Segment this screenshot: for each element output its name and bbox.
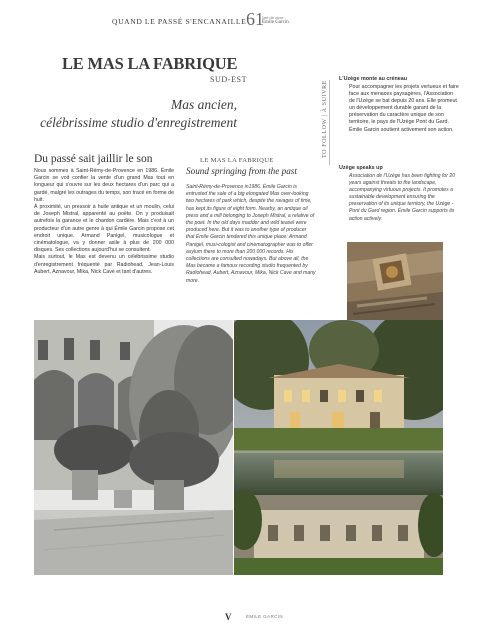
left-column-body: [34, 168, 174, 276]
logo-number: 61: [246, 9, 264, 29]
right-body-en: Association de l'Uzège has been fighting for 20 years against threats to the landscape, accompanying virtuous projects. It promotes a sustainable development ensuring the preservation of its unique territory, the Uzège -Pont du Gard region. Émile Garcin supports its action actively.: [349, 173, 456, 222]
magazine-logo: [246, 11, 306, 31]
running-head: QUAND LE PASSÉ S'ENCANAILLE: [112, 17, 247, 26]
left-paragraph: À proximité, un pressoir à huile antique et un moulin, celui de Joseph Mistral, apparenté au poète. On y produisait autrefois la garance et le chardon cardère. Mais c'est à un producteur d'un autre genre à qui Émile Garcin propose cet endroit unique. Armand Panigel, musicologue et cinématologue, va y donner asile à plus de 200 000 disques. Ses collections aujourd'hui se consultent.: [34, 204, 174, 254]
middle-heading: Sound springing from the past: [186, 166, 297, 176]
footer-credit: ÉMILE GARCIN: [246, 614, 284, 619]
vertical-label-text: TO FOLLOW | À SUIVRE: [322, 80, 328, 158]
right-heading-en: Uzège speaks up: [339, 165, 383, 171]
tagline-line2: célébrissime studio d'enregistrement: [40, 115, 237, 130]
mosaic-photo: [347, 242, 443, 324]
middle-kicker: LE MAS LA FABRIQUE: [200, 157, 274, 164]
logo-line1: l'art de vivre: [262, 15, 284, 20]
article-title: LE MAS LA FABRIQUE: [62, 54, 238, 73]
right-body-fr: Pour accompagner les projets vertueux et faire face aux menaces paysagères, l'Association de l'Uzège se bat depuis 20 ans. Elle promeut un développement durable garant de la préservation du caractère unique de son territoire, le pays de l'Uzège Pont du Gard. Émile Garcin soutient activement son action.: [349, 84, 459, 133]
middle-column-body: Saint-Rémy-de-Provence in1986. Émile Garcin is entrusted the sale of a big elongated Mas over-looking two hectares of park which, despite the ravages of time, has kept its figure of eight form. Nearby, an antique oil press and a mill belonging to Joseph Mistral, a relative of the poet. In the old days madder and wild teasel were produced here. But it was to another type of producer that Émile Garcin tendered this unique place: Armand Panigel, musi-cologist and cinematographer was to offer asylum there to more than 200 000 records. His collections are consulted nowadays. But above all, the Mas became a famous recording studio frequented by Radiohead, Aubert, Aznavour, Mika, Nick Cave and many more.: [186, 184, 316, 284]
region-label: SUD-EST: [210, 75, 248, 84]
left-paragraph: Nous sommes à Saint-Rémy-de-Provence en 1986. Émile Garcin se voit confier la vente d'un grand Mas tout en longueur qui s'ouvre sur les deux hectares d'un parc qui a gardé, malgré les outrages du temps, son tracé en forme de huit.: [34, 168, 174, 203]
logo-line2: Émile Garcin: [262, 20, 289, 25]
page-folio: V: [225, 612, 232, 622]
historic-photo: [34, 320, 233, 575]
tagline-line1: Mas ancien,: [171, 97, 237, 112]
mas-photo: [234, 320, 443, 575]
left-column-heading: Du passé sait jaillir le son: [34, 153, 153, 165]
right-heading-fr: L'Uzège monte au créneau: [339, 76, 408, 82]
vertical-divider: [329, 80, 330, 165]
left-paragraph: Mais surtout, le Mas est devenu un célébrissime studio d'enregistrement fréquenté par Radiohead, Jean-Louis Aubert, Aznavour, Mika, Nick Cave et tant d'autres.: [34, 254, 174, 275]
